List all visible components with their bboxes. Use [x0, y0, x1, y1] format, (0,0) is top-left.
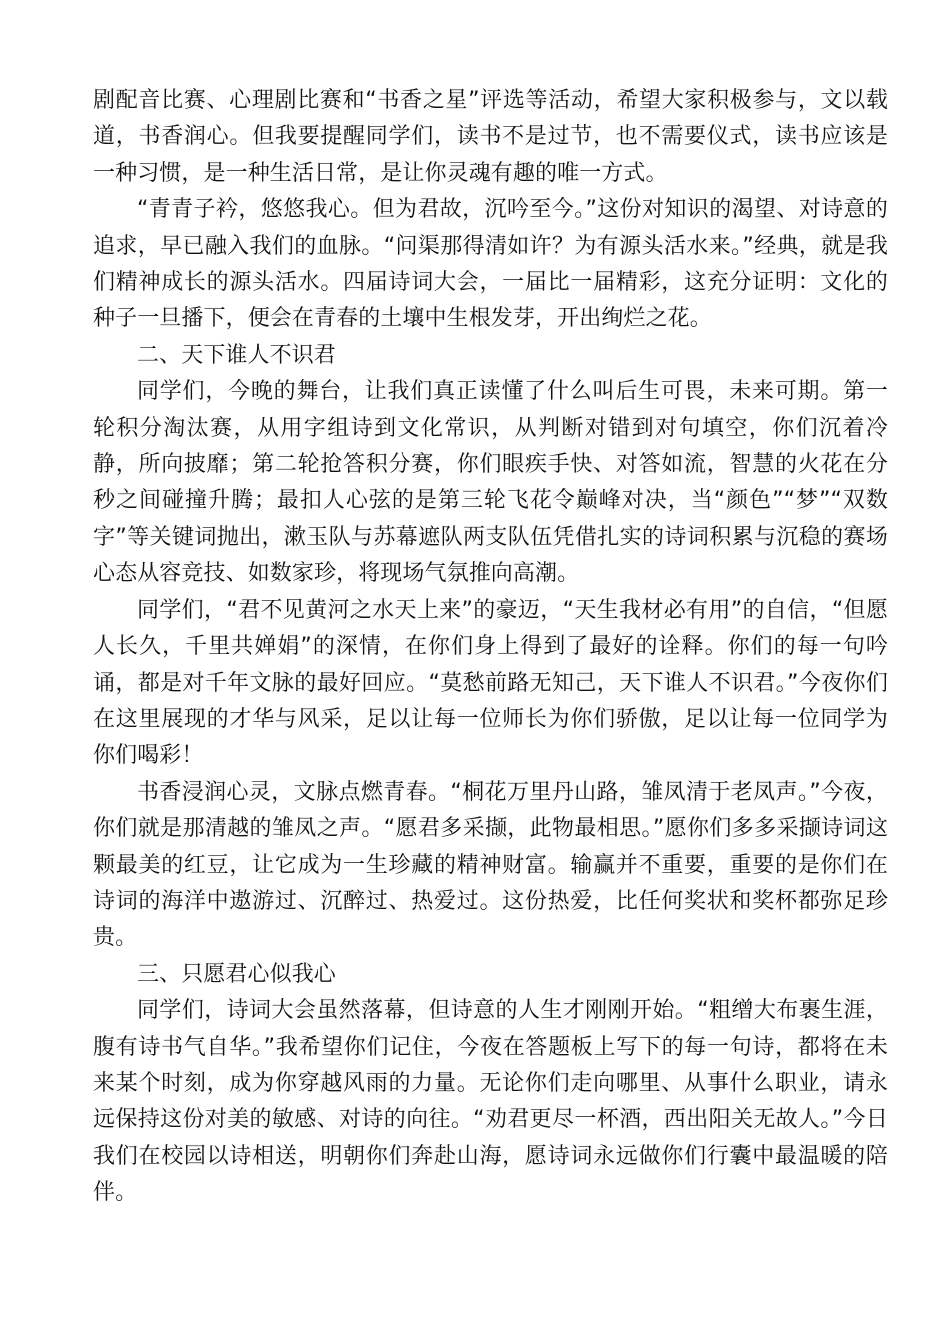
section-heading-2: 二、天下谁人不识君: [137, 342, 336, 368]
paragraph-body: 同学们，“君不见黄河之水天上来”的豪迈，“天生我材必有用”的自信，“但愿人长久，千里共婵娟”的深情，在你们身上得到了最好的诠释。你们的每一句吟诵，都是对千年文脉的最好回应。“莫愁前路无知己，天下谁人不识君。”今夜你们在这里展现的才华与风采，足以让每一位师长为你们骄傲，足以让每一位同学为你们喝彩！: [93, 597, 888, 769]
section-heading-3: 三、只愿君心似我心: [137, 961, 336, 987]
paragraph-body: 同学们，诗词大会虽然落幕，但诗意的人生才刚刚开始。“粗缯大布裹生涯，腹有诗书气自华。”我希望你们记住，今夜在答题板上写下的每一句诗，都将在未来某个时刻，成为你穿越风雨的力量。无论你们走向哪里、从事什么职业，请永远保持这份对美的敏感、对诗的向往。“劝君更尽一杯酒，西出阳关无故人。”今日我们在校园以诗相送，明朝你们奔赴山海，愿诗词永远做你们行囊中最温暖的陪伴。: [93, 998, 888, 1206]
paragraph-body: 书香浸润心灵，文脉点燃青春。“桐花万里丹山路，雏凤清于老凤声。”今夜，你们就是那清越的雏凤之声。“愿君多采撷，此物最相思。”愿你们多多采撷诗词这颗最美的红豆，让它成为一生珍藏的精神财富。输赢并不重要，重要的是你们在诗词的海洋中遨游过、沉醉过、热爱过。这份热爱，比任何奖状和奖杯都弥足珍贵。: [93, 779, 888, 951]
document-page: [93, 83, 888, 1212]
paragraph-continuation: 剧配音比赛、心理剧比赛和“书香之星”评选等活动，希望大家积极参与，文以载道，书香润心。但我要提醒同学们，读书不是过节，也不需要仪式，读书应该是一种习惯，是一种生活日常，是让你灵魂有趣的唯一方式。: [93, 88, 888, 186]
paragraph-body: “青青子衿，悠悠我心。但为君故，沉吟至今。”这份对知识的渴望、对诗意的追求，早已融入我们的血脉。“问渠那得清如许？为有源头活水来。”经典，就是我们精神成长的源头活水。四届诗词大会，一届比一届精彩，这充分证明：文化的种子一旦播下，便会在青春的土壤中生根发芽，开出绚烂之花。: [93, 197, 888, 332]
paragraph-body: 同学们，今晚的舞台，让我们真正读懂了什么叫后生可畏，未来可期。第一轮积分淘汰赛，从用字组诗到文化常识，从判断对错到对句填空，你们沉着冷静，所向披靡；第二轮抢答积分赛，你们眼疾手快、对答如流，智慧的火花在分秒之间碰撞升腾；最扣人心弦的是第三轮飞花令巅峰对决，当“颜色”“梦”“双数字”等关键词抛出，漱玉队与苏幕遮队两支队伍凭借扎实的诗词积累与沉稳的赛场心态从容竞技、如数家珍，将现场气氛推向高潮。: [93, 379, 888, 587]
